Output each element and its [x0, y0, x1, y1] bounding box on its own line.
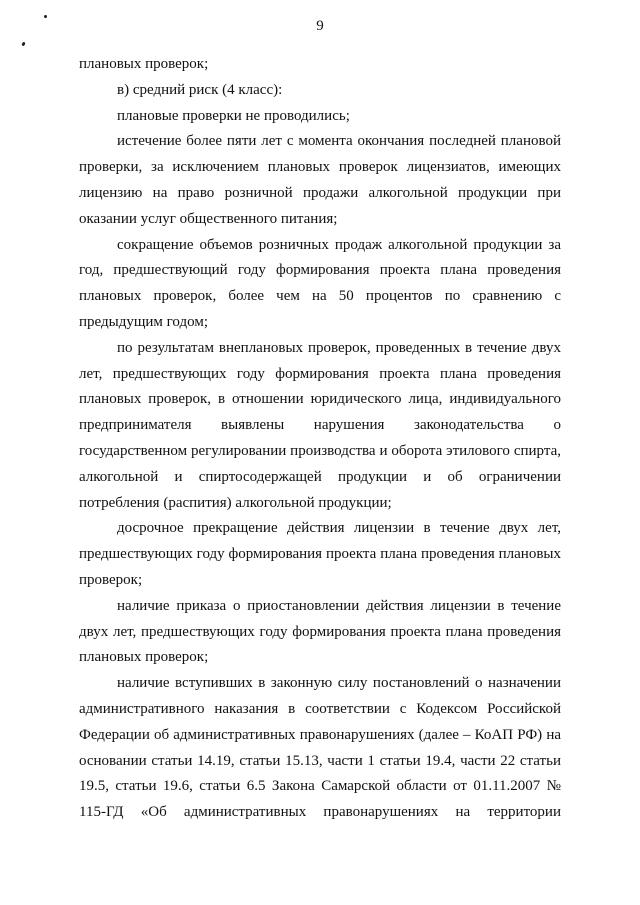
page-number: 9: [316, 18, 324, 34]
paragraph: по результатам внеплановых проверок, проведенных в течение двух лет, предшествующих году формирования проекта плана проведения плановых проверок, в отношении юридического лица, индивидуального предпринимателя выявлены нарушения законодательства о государственном регулировании производства и оборота этилового спирта, алкогольной и спиртосодержащей продукции и об ограничении потребления (распития) алкогольной продукции;: [79, 339, 561, 511]
paragraph: плановых проверок;: [79, 56, 209, 72]
paragraph: сокращение объемов розничных продаж алкогольной продукции за год, предшествующий году формирования проекта плана проведения плановых проверок, более чем на 50 процентов по сравнению с предыдущим годом;: [79, 236, 561, 330]
paragraph: досрочное прекращение действия лицензии в течение двух лет, предшествующих году формирования проекта плана проведения плановых проверок;: [79, 520, 561, 588]
scan-speck: [21, 42, 25, 47]
paragraph: наличие вступивших в законную силу постановлений о назначении административного наказания в соответствии с Кодексом Российской Федерации об административных правонарушениях (далее – КоАП РФ) на основании статьи 14.19, статьи 15.13, части 1 статьи 19.4, части 22 статьи 19.5, статьи 19.6, статьи 6.5 Закона Самарской области от 01.11.2007 № 115-ГД «Об административных правонарушениях на территории: [79, 675, 561, 821]
paragraph: плановые проверки не проводились;: [117, 107, 350, 124]
paragraph: истечение более пяти лет с момента окончания последней плановой проверки, за исключением плановых проверок лицензиатов, имеющих лицензию на право розничной продажи алкогольной продукции при оказании услуг общественного питания;: [79, 133, 561, 227]
paragraph: наличие приказа о приостановлении действия лицензии в течение двух лет, предшествующих году формирования проекта плана проведения плановых проверок;: [79, 597, 561, 666]
paragraph: в) средний риск (4 класс):: [117, 81, 283, 98]
document-body: [79, 52, 561, 826]
